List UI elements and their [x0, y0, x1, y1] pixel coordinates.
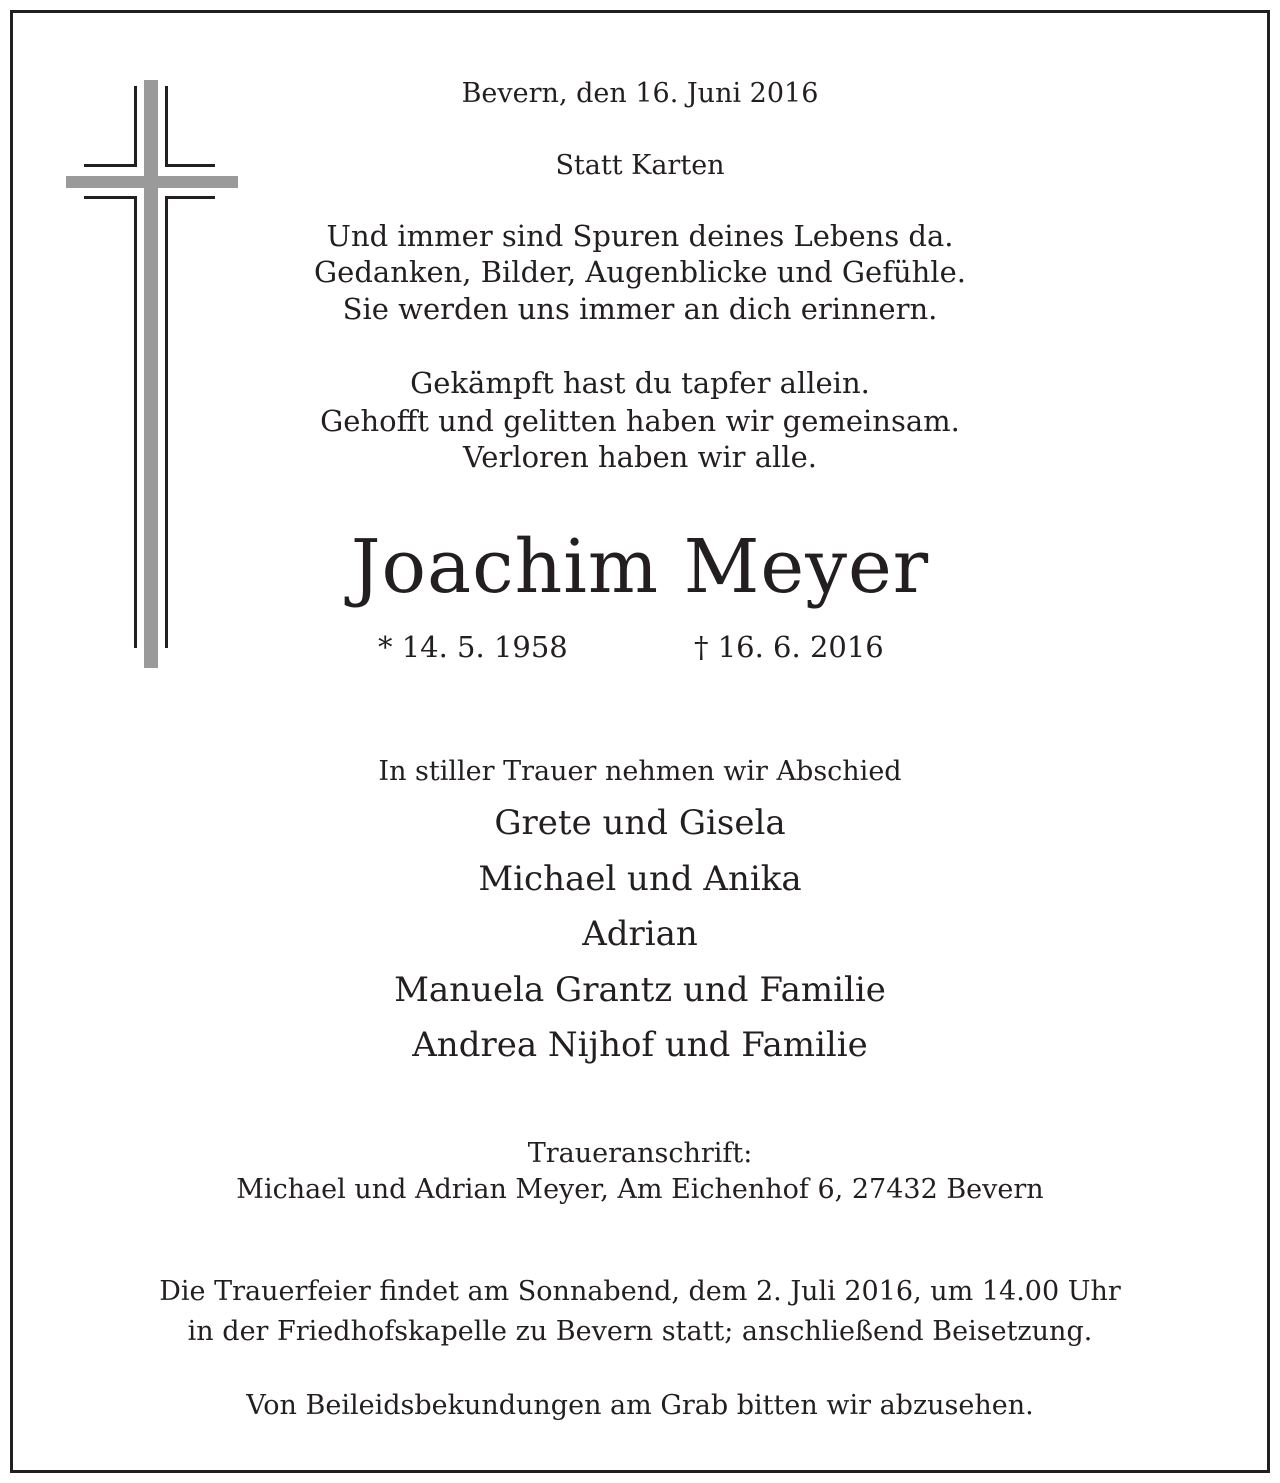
closing-note: Von Beileidsbekundungen am Grab bitten wir abzusehen. — [246, 1390, 1034, 1421]
address-label: Traueranschrift: — [527, 1138, 753, 1169]
mourner-name: Andrea Nijhof und Familie — [412, 1025, 868, 1065]
ceremony-line: in der Friedhofskapelle zu Bevern statt; anschließend Beisetzung. — [187, 1316, 1093, 1347]
place-date: Bevern, den 16. Juni 2016 — [461, 78, 819, 109]
verse-line: Gekämpft hast du tapfer allein. — [410, 366, 870, 400]
verse-line: Verloren haben wir alle. — [463, 440, 817, 474]
mourners-intro: In stiller Trauer nehmen wir Abschied — [378, 756, 902, 787]
death-date: † 16. 6. 2016 — [694, 630, 884, 664]
statt-karten: Statt Karten — [555, 150, 725, 181]
verse-line: Und immer sind Spuren deines Lebens da. — [326, 219, 954, 253]
verse-line: Sie werden uns immer an dich erinnern. — [342, 292, 938, 326]
birth-date: * 14. 5. 1958 — [378, 630, 568, 664]
verse-line: Gedanken, Bilder, Augenblicke und Gefühle. — [314, 255, 966, 289]
mourner-name: Michael und Anika — [478, 859, 802, 899]
deceased-name: Joachim Meyer — [350, 524, 930, 610]
address-text: Michael und Adrian Meyer, Am Eichenhof 6, 27432 Bevern — [236, 1174, 1044, 1205]
verse-line: Gehofft und gelitten haben wir gemeinsam. — [320, 404, 960, 438]
mourner-name: Adrian — [582, 914, 698, 954]
ceremony-line: Die Trauerfeier findet am Sonnabend, dem 2. Juli 2016, um 14.00 Uhr — [159, 1276, 1121, 1307]
mourner-name: Manuela Grantz und Familie — [394, 970, 886, 1010]
mourner-name: Grete und Gisela — [494, 803, 786, 843]
